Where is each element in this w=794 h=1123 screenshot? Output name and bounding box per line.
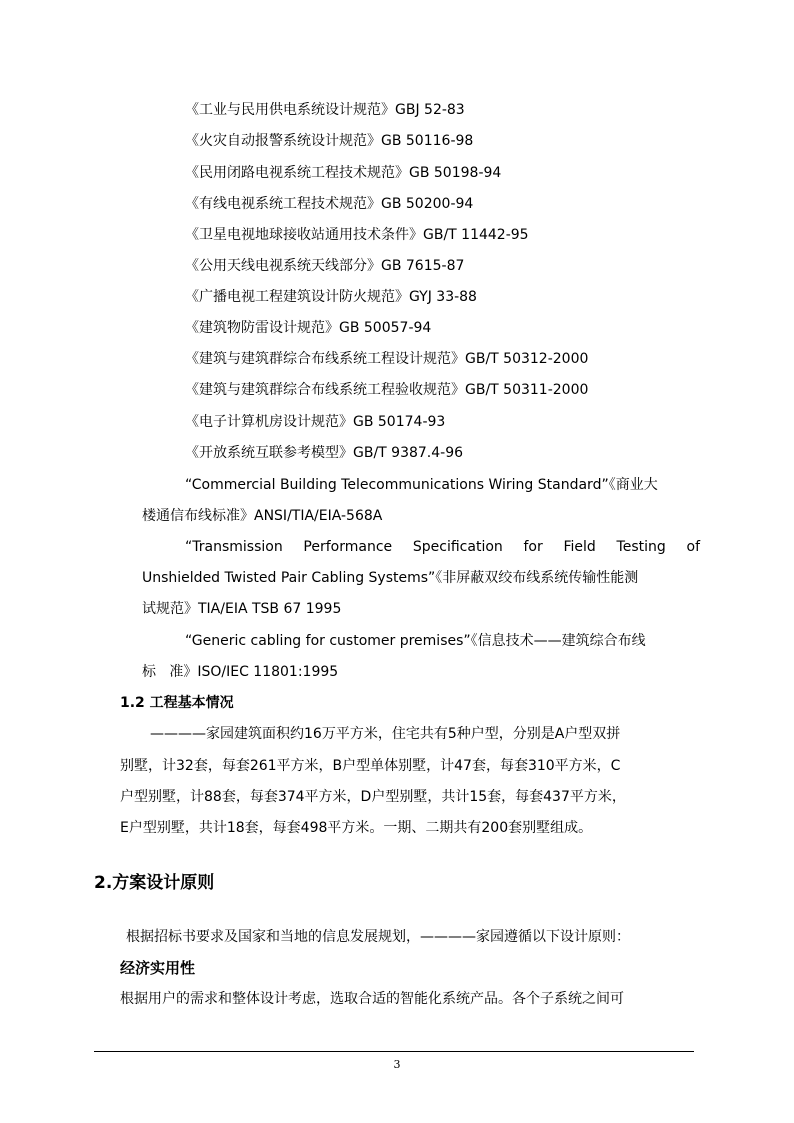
intl-reference-line: 楼通信布线标准》ANSI/TIA/EIA-568A (142, 508, 383, 524)
reference-item: 《建筑与建筑群综合布线系统工程设计规范》GB/T 50312-2000 (185, 351, 589, 367)
reference-item: 《卫星电视地球接收站通用技术条件》GB/T 11442-95 (185, 227, 529, 243)
reference-item: 《工业与民用供电系统设计规范》GBJ 52-83 (185, 102, 465, 118)
subsection-heading: 经济实用性 (120, 959, 196, 977)
footer-divider (94, 1051, 694, 1052)
intl-reference-line: “Transmission Performance Specification for Field Testing of (185, 539, 700, 555)
reference-item: 《电子计算机房设计规范》GB 50174-93 (185, 414, 446, 430)
reference-item: 《广播电视工程建筑设计防火规范》GYJ 33-88 (185, 289, 477, 305)
reference-item: 《有线电视系统工程技术规范》GB 50200-94 (185, 196, 474, 212)
intl-reference-line: 标 准》ISO/IEC 11801:1995 (142, 664, 339, 680)
intl-reference-line: “Commercial Building Telecommunications Wiring Standard”《商业大 (185, 477, 658, 493)
intl-reference-line: Unshielded Twisted Pair Cabling Systems”《非屏蔽双绞布线系统传输性能测 (142, 570, 639, 586)
reference-item: 《建筑与建筑群综合布线系统工程验收规范》GB/T 50311-2000 (185, 382, 589, 398)
paragraph-line: 根据招标书要求及国家和当地的信息发展规划，————家园遵循以下设计原则： (126, 929, 630, 945)
reference-item: 《开放系统互联参考模型》GB/T 9387.4-96 (185, 445, 464, 461)
reference-item: 《火灾自动报警系统设计规范》GB 50116-98 (185, 133, 474, 149)
paragraph-line: ————家园建筑面积约16万平方米，住宅共有5种户型，分别是A户型双拼 (150, 726, 621, 742)
paragraph-line: 户型别墅，计88套，每套374平方米，D户型别墅，共计15套，每套437平方米， (120, 789, 626, 805)
paragraph-line: E户型别墅，共计18套，每套498平方米。一期、二期共有200套别墅组成。 (120, 820, 593, 836)
page-number: 3 (393, 1058, 401, 1071)
intl-reference-line: 试规范》TIA/EIA TSB 67 1995 (142, 601, 342, 617)
paragraph-line: 别墅，计32套，每套261平方米，B户型单体别墅，计47套，每套310平方米，C (120, 758, 621, 774)
section-heading: 1.2 工程基本情况 (120, 695, 234, 711)
intl-reference-line: “Generic cabling for customer premises”《信息技术——建筑综合布线 (185, 633, 646, 649)
reference-item: 《公用天线电视系统天线部分》GB 7615-87 (185, 258, 465, 274)
reference-item: 《民用闭路电视系统工程技术规范》GB 50198-94 (185, 165, 502, 181)
paragraph-line: 根据用户的需求和整体设计考虑，选取合适的智能化系统产品。各个子系统之间可 (120, 991, 624, 1007)
chapter-heading: 2.方案设计原则 (94, 873, 215, 893)
reference-item: 《建筑物防雷设计规范》GB 50057-94 (185, 320, 432, 336)
